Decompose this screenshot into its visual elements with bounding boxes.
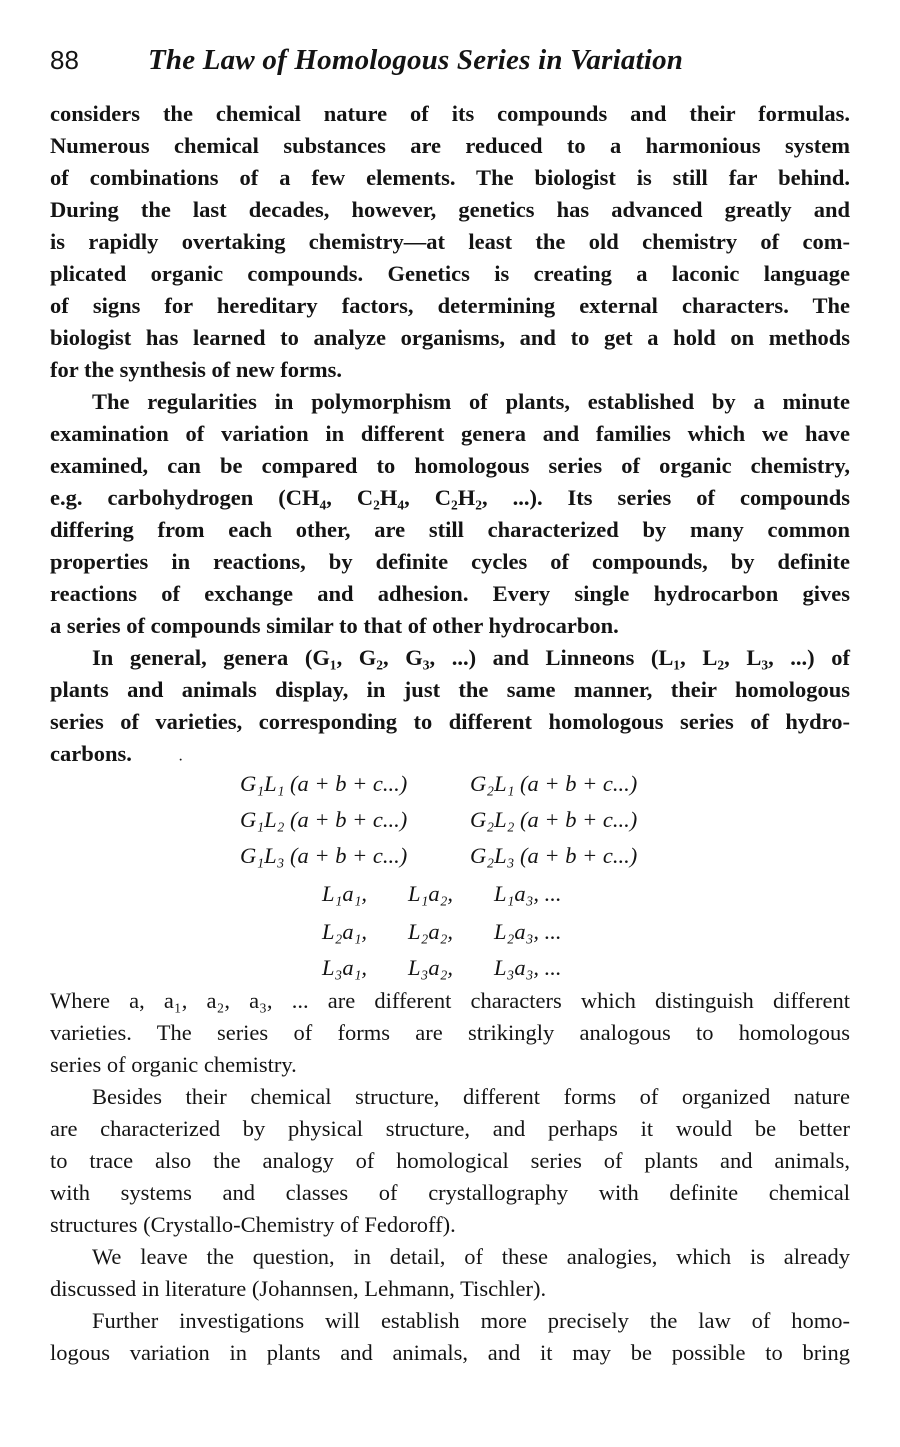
formula: G₁L₂ (a + b + c...) (240, 807, 408, 832)
text-line: logous variation in plants and animals, and it may be possible to bring (50, 1340, 850, 1365)
text-line: In general, genera (G₁, G₂, G₃, ...) and Linneons (L₁, L₂, L₃, ...) of (92, 645, 850, 670)
text-line: properties in reactions, by definite cycles of compounds, by definite (50, 549, 850, 574)
formula: G₂L₁ (a + b + c...) (470, 771, 638, 796)
formula: L₃a₃, ... (494, 955, 562, 980)
text-line: reactions of exchange and adhesion. Every single hydrocarbon gives (50, 581, 850, 606)
text-line: differing from each other, are still characterized by many common (50, 517, 850, 542)
text-line: plants and animals display, in just the same manner, their homologous (50, 677, 850, 702)
text-line: of signs for hereditary factors, determining external characters. The (50, 293, 850, 318)
text-line: Further investigations will establish more precisely the law of homo- (92, 1308, 850, 1333)
text-line: considers the chemical nature of its compounds and their formulas. (50, 101, 850, 126)
formula: G₂L₂ (a + b + c...) (470, 807, 638, 832)
text-line: biologist has learned to analyze organisms, and to get a hold on methods (50, 325, 850, 350)
text-line: Besides their chemical structure, different forms of organized nature (92, 1084, 850, 1109)
text-line: e.g. carbohydrogen (CH₄, C₂H₄, C₂H₂, ...). Its series of compounds (50, 485, 850, 510)
text-line: of combinations of a few elements. The biologist is still far behind. (50, 165, 850, 190)
text-line: series of varieties, corresponding to different homologous series of hydro- (50, 709, 850, 734)
page-number: 88 (50, 45, 79, 75)
running-title: The Law of Homologous Series in Variation (148, 44, 684, 76)
text-line: During the last decades, however, genetics has advanced greatly and (50, 197, 850, 222)
text-line: plicated organic compounds. Genetics is creating a laconic language (50, 261, 850, 286)
text-line: carbons. (50, 741, 132, 766)
text-line: to trace also the analogy of homological series of plants and animals, (50, 1148, 850, 1173)
text-line: structures (Crystallo-Chemistry of Fedoroff). (50, 1212, 456, 1237)
text-line: examined, can be compared to homologous series of organic chemistry, (50, 453, 850, 478)
running-head (50, 38, 850, 82)
text-line: Where a, a₁, a₂, a₃, ... are different characters which distinguish different (50, 988, 850, 1013)
formula: L₂a₂, (408, 919, 454, 944)
text-line: We leave the question, in detail, of these analogies, which is already (92, 1244, 850, 1269)
text-line: The regularities in polymorphism of plants, established by a minute (92, 389, 850, 414)
text-line: are characterized by physical structure, and perhaps it would be better (50, 1116, 850, 1141)
formula: L₁a₂, (408, 881, 454, 906)
text-line: for the synthesis of new forms. (50, 357, 343, 382)
text-line: a series of compounds similar to that of other hydrocarbon. (50, 613, 619, 638)
formula: L₂a₃, ... (494, 919, 562, 944)
text-line: Numerous chemical substances are reduced to a harmonious system (50, 133, 850, 158)
formula: G₁L₁ (a + b + c...) (240, 771, 408, 796)
text-line: discussed in literature (Johannsen, Lehmann, Tischler). (50, 1276, 547, 1301)
text-line: varieties. The series of forms are strikingly analogous to homologous (50, 1020, 850, 1045)
text-line: is rapidly overtaking chemistry—at least the old chemistry of com- (50, 229, 850, 254)
formula: G₁L₃ (a + b + c...) (240, 843, 408, 868)
formula: L₃a₁, (322, 955, 368, 980)
formula: L₂a₁, (322, 919, 368, 944)
formula: L₃a₂, (408, 955, 454, 980)
formula: G₂L₃ (a + b + c...) (470, 843, 638, 868)
print-speck-icon: · (178, 752, 184, 769)
formula: L₁a₁, (322, 881, 368, 906)
text-line: series of organic chemistry. (50, 1052, 297, 1077)
formula: L₁a₃, ... (494, 881, 562, 906)
text-line: with systems and classes of crystallography with definite chemical (50, 1180, 850, 1205)
text-line: examination of variation in different genera and families which we have (50, 421, 850, 446)
